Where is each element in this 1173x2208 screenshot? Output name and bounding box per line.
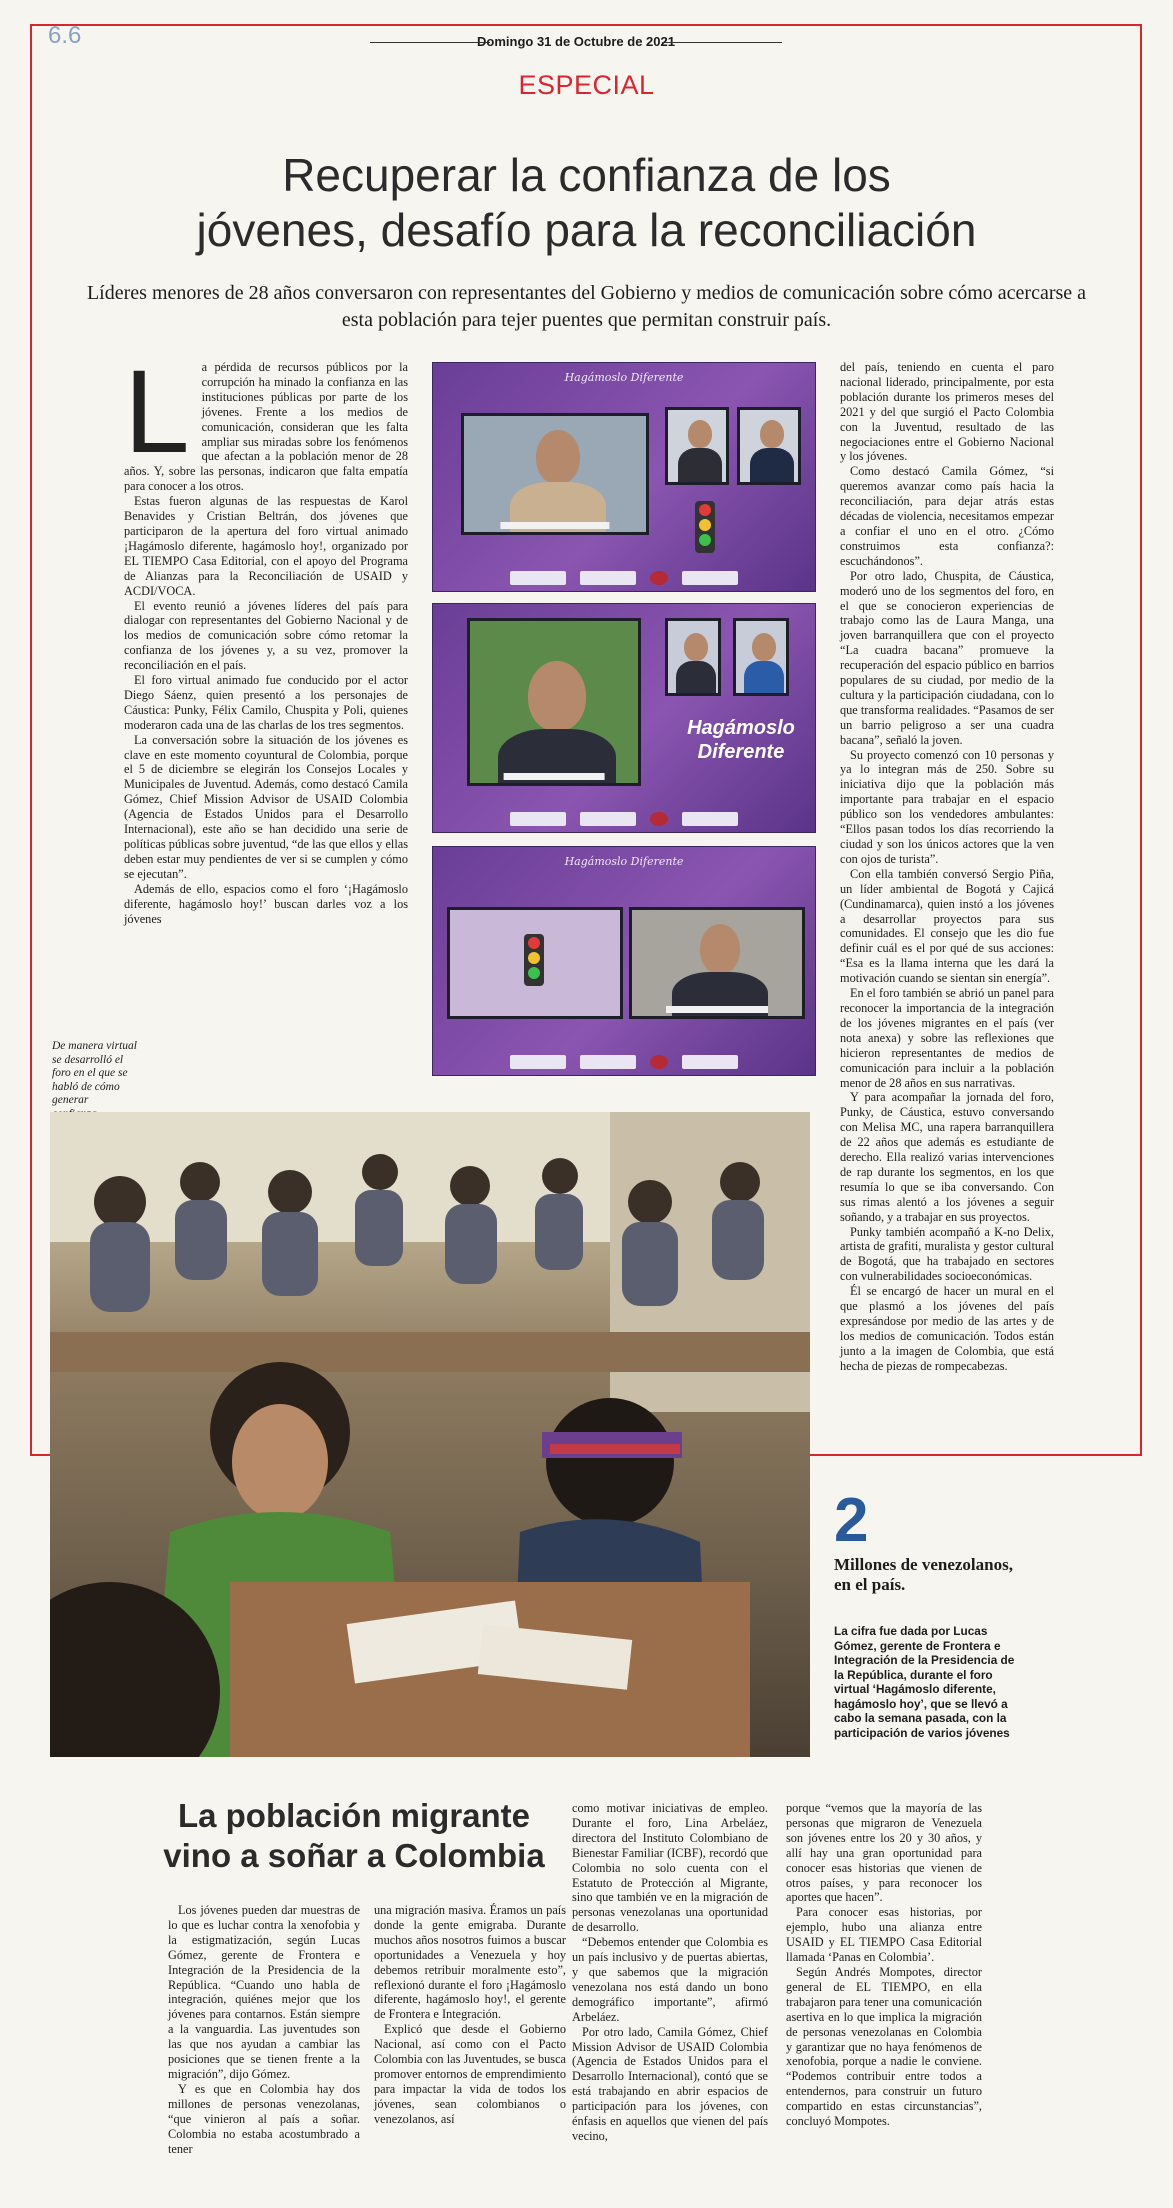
paragraph: El foro virtual animado fue conducido por el actor Diego Sáenz, quien presentó a los personajes de Cáustica: Punky, Félix Camilo, Chuspita y Poli, quienes moderaron cada una de las charlas de los tres segmentos. <box>124 673 408 732</box>
paragraph: Los jóvenes pueden dar muestras de lo que es luchar contra la xenofobia y la estigmatización, según Lucas Gómez, gerente de Frontera e Integración de la Presidencia de la República. “Cuando uno habla de integración, quiénes mejor que los jóvenes para contarnos. Están siempre a la vanguardia. Las juventudes son las que nos ayudan a cambiar las posiciones que se tienen frente a la migración”, dijo Gómez. <box>168 1903 360 2081</box>
paragraph: Para conocer esas historias, por ejemplo, hubo una alianza entre USAID y EL TIEMPO Casa Editorial llamada ‘Panas en Colombia’. <box>786 1905 982 1965</box>
paragraph: Además de ello, espacios como el foro ‘¡Hagámoslo diferente, hagámoslo hoy!’ buscan darles voz a los jóvenes <box>124 881 408 926</box>
panel-title: Hagámoslo Diferente <box>564 855 684 868</box>
paragraph: “Debemos entender que Colombia es un país inclusivo y de puertas abiertas, y que sabemos que la migración venezolana nos está dando un bono demográfico importante”, afirmó Arbeláez. <box>572 1935 768 2024</box>
video-character <box>447 907 623 1019</box>
subheadline: Líderes menores de 28 años conversaron con representantes del Gobierno y medios de comunicación sobre cómo acercarse a esta población para tejer puentes que permitan construir país. <box>86 282 1087 331</box>
headline-line-1: Recuperar la confianza de los <box>282 149 891 201</box>
sponsor-logos <box>433 812 815 826</box>
forum-screenshot-3 <box>432 846 816 1076</box>
main-headline <box>60 148 1113 258</box>
article2-column-4 <box>786 1801 982 2129</box>
paragraph: Con ella también conversó Sergio Piña, un líder ambiental de Bogotá y Cajicá (Cundinamarca), quien instó a los jóvenes a desarrollar proyectos para sus comunidades. El consejo que les dio fue definir cuál es el por qué de sus acciones: “Esa es la llama interna que les dará la motivación cuando se sientan sin energía”. <box>840 866 1054 986</box>
paragraph: como motivar iniciativas de empleo. Durante el foro, Lina Arbeláez, directora del Instituto Colombiano de Bienestar Familiar (ICBF), recordó que Colombia no solo cuenta con el Estatuto de Protección al Migrante, sino que también ve en la migración de personas venezolanas una oportunidad de desarrollo. <box>572 1801 768 1935</box>
paragraph: Según Andrés Mompotes, director general de EL TIEMPO, en ella trabajaron para tener una comunicación asertiva en lo que implica la migración de personas venezolanas en Colombia y garantizar que no haya fenómenos de xenofobia, porque a nadie le conviene. “Podemos contribuir entre todos a entendernos, para construir un futuro compartido en estas circunstancias”, concluyó Mompotes. <box>786 1964 982 2129</box>
students-photo <box>50 1112 810 1757</box>
article-column-3 <box>840 360 1054 1374</box>
paragraph: del país, teniendo en cuenta el paro nacional liderado, principalmente, por esta población durante los primeros meses del 2021 y del que surgió el Pacto Colombia con la Juventud, resultado de las negociaciones entre el Gobierno Nacional y los jóvenes. <box>840 360 1054 464</box>
video-participant <box>467 618 641 786</box>
paragraph: Por otro lado, Chuspita, de Cáustica, moderó uno de los segmentos del foro, en el que se conocieron experiencias de trabajo como las de Laura Manga, una joven barranquillera que con el proyecto “La cuadra bacana” promueve la recuperación del espacio público en barrios populares de su ciudad, por medio de la cultura y la participación ciudadana, con lo que transforma realidades. “Pasamos de ser un barrio peligroso a ser una cuadra bacana”, señaló la joven. <box>840 568 1054 747</box>
panel-side-title: Hagámoslo Diferente <box>687 717 795 763</box>
headline2-line-1: La población migrante <box>177 1797 531 1834</box>
paragraph: a pérdida de recursos públicos por la corrupción ha minado la confianza en las instituciones públicas por parte de los jóvenes. Frente a los medios de comunicación, consideran que les falta ampliar sus miradas sobre los fenómenos que afectan a la población menor de 28 años. Y, sobre las personas, indicaron que falta empatía para conocer a los otros. <box>124 360 408 494</box>
sponsor-logos <box>433 1055 815 1069</box>
paragraph: Por otro lado, Camila Gómez, Chief Mission Advisor de USAID Colombia (Agencia de Estados Unidos para el Desarrollo Internacional), contó que se está trabajando en abrir espacios de participación para los jóvenes, con énfasis en aquellos que vienen del país vecino, <box>572 2024 768 2143</box>
paragraph: Él se encargó de hacer un mural en el que plasmó a los jóvenes del país expresándose por medio de las artes y de los medios de comunicación. Todos están junto a la imagen de Colombia, que está hecha de piezas de rompecabezas. <box>840 1284 1054 1373</box>
panel-title: Hagámoslo Diferente <box>564 371 684 384</box>
sponsor-logos <box>433 571 815 585</box>
forum-screenshot-1 <box>432 362 816 592</box>
paragraph: Estas fueron algunas de las respuestas de Karol Benavides y Cristian Beltrán, dos jóvenes que participaron de la apertura del foro virtual animado ¡Hagámoslo diferente, hagámoslo hoy!, organizado por EL TIEMPO Casa Editorial, con el apoyo del Programa de Alianzas para la Reconciliación de USAID y ACDI/VOCA. <box>124 494 408 598</box>
video-participant <box>629 907 805 1019</box>
issue-date: Domingo 31 de Octubre de 2021 <box>370 34 782 49</box>
headline2-line-2: vino a soñar a Colombia <box>163 1837 545 1874</box>
section-label: ESPECIAL <box>518 70 655 100</box>
article2-column-1 <box>168 1903 360 2156</box>
stat-description: La cifra fue dada por Lucas Gómez, gerente de Frontera e Integración de la Presidencia de la República, durante el foro virtual ‘Hagámoslo diferente, hagámoslo hoy’, que se llevó a cabo la semana pasada, con la participación de varios jóvenes <box>834 1624 1015 1740</box>
article2-column-2 <box>374 1903 566 2127</box>
video-participant <box>733 618 789 696</box>
stat-label: Millones de venezolanos, en el país. <box>834 1555 1013 1594</box>
headline-line-2: jóvenes, desafío para la reconciliación <box>196 204 977 256</box>
forum-screenshot-2 <box>432 603 816 833</box>
paragraph: porque “vemos que la mayoría de las personas que migraron de Venezuela son jóvenes entre los 20 y 30 años, y allí hay una gran oportunidad para conocer esas historias que vienen de otros países, y para reconocer los aportes que hacen”. <box>786 1801 982 1905</box>
photo-caption: De manera virtual se desarrolló el foro en el que se habló de cómo generar <box>52 1040 137 1106</box>
paragraph: Y es que en Colombia hay dos millones de personas venezolanas, “que vinieron al país a soñar. Colombia no estaba acostumbrado a tener <box>168 2081 360 2156</box>
paragraph: La conversación sobre la situación de los jóvenes es clave en este momento coyuntural de Colombia, porque el 5 de diciembre se elegirán los Consejos Locales y Municipales de Juventud. Además, como destacó Camila Gómez, Chief Mission Advisor de USAID Colombia (Agencia de Estados Unidos para el Desarrollo Internacional), este año se han decidido una serie de políticas públicas sobre juventud, “de las que ellos y ellas deben estar muy pendientes de ver si se cumplen y cómo se ejecutan”. <box>124 732 408 881</box>
character-icon <box>695 501 715 553</box>
page-number: 6.6 <box>48 22 82 49</box>
video-participant <box>461 413 649 535</box>
stat-number: 2 <box>834 1486 869 1555</box>
paragraph: Explicó que desde el Gobierno Nacional, así como con el Pacto Colombia con las Juventudes, se busca promover entornos de emprendimiento para impactar la vida de todos los jóvenes, sean colombianos o venezolanos, así <box>374 2022 566 2126</box>
paragraph: El evento reunió a jóvenes líderes del país para dialogar con representantes del Gobierno Nacional y de los medios de comunicación sobre cómo retomar la confianza de los jóvenes y, a su vez, promover la reconciliación en el país. <box>124 598 408 673</box>
article-column-1 <box>124 346 408 926</box>
drop-cap: L <box>124 346 190 478</box>
paragraph: En el foro también se abrió un panel para reconocer la importancia de la integración de los jóvenes migrantes en el país (ver nota anexa) y sobre las reflexiones que hicieron representantes de medios de comunicación para incluir a la población menor de 28 años en sus narrativas. <box>840 986 1054 1090</box>
video-participant <box>665 407 729 485</box>
paragraph: Y para acompañar la jornada del foro, Punky, de Cáustica, estuvo conversando con Melisa MC, una rapera barranquillera de 22 años que además es estudiante de derecho. Ella realizó varias intervenciones de rap durante los segmentos, en los que resumía lo que se iba conversando. Con sus rimas alentó a los jóvenes a seguir soñando, y a trabajar en sus proyectos. <box>840 1090 1054 1224</box>
paragraph: una migración masiva. Éramos un país donde la gente emigraba. Durante muchos años nosotros fuimos a buscar oportunidades a Venezuela y hoy debemos retribuir moralmente esto”, reflexionó durante el foro ¡Hagámoslo diferente, hagámoslo hoy!, el gerente de Frontera e Integración. <box>374 1903 566 2022</box>
secondary-headline <box>154 1796 554 1876</box>
article2-column-3 <box>572 1801 768 2144</box>
video-participant <box>737 407 801 485</box>
paragraph: Punky también acompañó a K-no Delix, artista de grafiti, muralista y gestor cultural de Bogotá, que ha trabajado en sectores con vulnerabilidades socioeconómicas. <box>840 1224 1054 1284</box>
paragraph: Su proyecto comenzó con 10 personas y ya lo integran más de 250. Sobre su iniciativa dijo que la población más importante para trabajar en el espacio público son los vendedores ambulantes: “Ellos pasan todos los días recorriendo la ciudad y son los únicos actores que la ven con ojos de turista”. <box>840 747 1054 866</box>
paragraph: Como destacó Camila Gómez, “si queremos avanzar como país hacia la reconciliación, para dejar atrás estas décadas de violencia, necesitamos empezar a confiar el uno en el otro. ¿Cómo construimos esta confianza?: escuchándonos”. <box>840 464 1054 568</box>
video-participant <box>665 618 721 696</box>
